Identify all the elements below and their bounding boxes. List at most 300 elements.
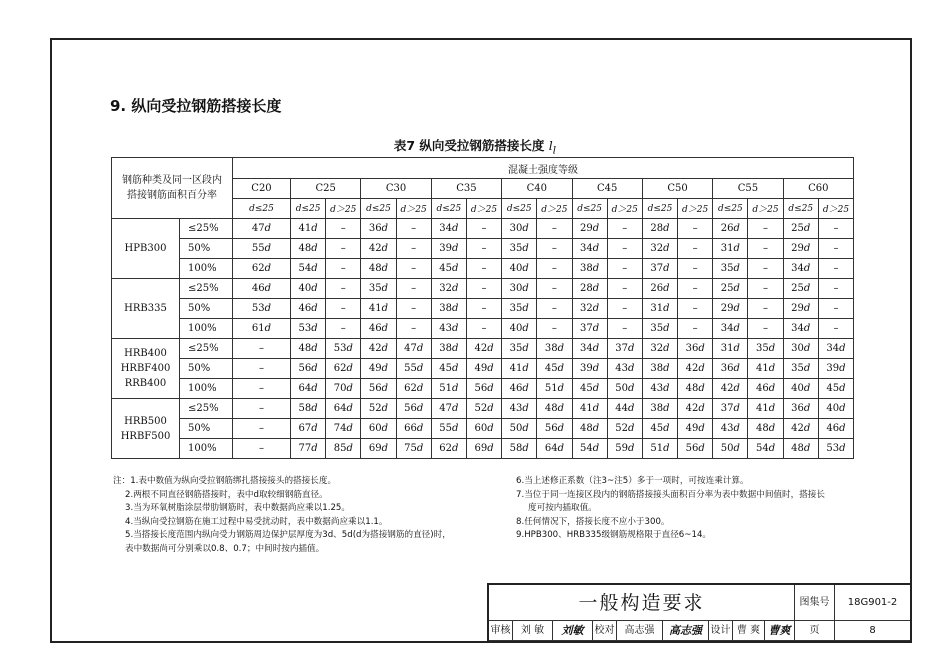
lap-length-value: 34 <box>791 323 804 334</box>
lap-length-cell <box>431 279 466 299</box>
lap-length-value: 40 <box>791 383 804 394</box>
lap-length-cell <box>713 359 748 379</box>
lap-length-cell: – <box>678 279 713 299</box>
lap-length-cell <box>326 359 361 379</box>
table-title <box>0 136 950 157</box>
lap-length-unit: d <box>416 443 424 454</box>
lap-length-cell: – <box>466 259 501 279</box>
lap-length-cell <box>233 239 291 259</box>
lap-length-value: 52 <box>368 403 382 414</box>
lap-length-unit: d <box>663 323 670 334</box>
diameter-le-header: d≤25 <box>502 199 537 219</box>
lap-length-cell <box>502 359 537 379</box>
lap-length-value: 51 <box>544 383 558 394</box>
lap-length-cell <box>748 399 783 419</box>
lap-length-cell <box>396 359 431 379</box>
lap-length-value: 35 <box>791 363 804 374</box>
lap-length-unit: d <box>663 303 670 314</box>
lap-length-unit: d <box>768 403 776 414</box>
lap-length-unit: d <box>592 443 600 454</box>
rebar-type-cell <box>112 219 180 279</box>
table-title-symbol: $l_l$ <box>548 138 557 157</box>
lap-length-value: 40 <box>298 283 312 294</box>
lap-length-cell <box>713 439 748 459</box>
lap-length-unit: d <box>803 283 811 294</box>
lap-length-cell <box>396 399 431 419</box>
atlas-number-label: 图集号 <box>795 585 835 621</box>
rebar-type-label: HPB300 <box>124 243 167 254</box>
lap-length-cell: – <box>396 219 431 239</box>
lap-length-value: 38 <box>439 303 452 314</box>
rebar-type-label: HRBF500 <box>120 430 171 442</box>
diameter-gt-header: d＞25 <box>748 199 783 219</box>
lap-length-unit: d <box>557 343 564 354</box>
area-percent-cell: 50% <box>180 239 233 259</box>
lap-length-unit: d <box>264 263 272 274</box>
atlas-number: 18G901-2 <box>835 585 910 621</box>
lap-length-value: 48 <box>298 243 312 254</box>
lap-length-value: 56 <box>368 383 382 394</box>
lap-length-cell <box>431 339 466 359</box>
lap-length-cell: – <box>233 419 291 439</box>
lap-length-value: 67 <box>298 423 312 434</box>
lap-length-value: 48 <box>685 383 699 394</box>
lap-length-value: 46 <box>368 323 382 334</box>
lap-length-value: 45 <box>650 423 664 434</box>
table-row <box>112 399 854 419</box>
lap-length-unit: d <box>663 443 670 454</box>
lap-length-cell <box>748 359 783 379</box>
lap-length-cell: – <box>396 299 431 319</box>
lap-length-value: 42 <box>368 343 382 354</box>
rebar-type-cell <box>112 399 180 459</box>
corner-header: 钢筋种类及同一区段内搭接钢筋面积百分率 <box>112 158 233 219</box>
lap-length-cell <box>818 399 853 419</box>
lap-length-unit: d <box>452 383 459 394</box>
lap-length-cell <box>291 219 326 239</box>
lap-length-unit: d <box>487 403 494 414</box>
lap-length-value: 25 <box>791 223 804 234</box>
lap-length-value: 66 <box>404 423 417 434</box>
lap-length-cell <box>361 239 396 259</box>
lap-length-cell <box>642 379 677 399</box>
lap-length-cell: – <box>607 299 642 319</box>
lap-length-unit: d <box>381 243 389 254</box>
lap-length-unit: d <box>487 363 494 374</box>
lap-length-cell <box>678 439 713 459</box>
lap-length-value: 45 <box>439 263 452 274</box>
lap-length-cell: – <box>607 279 642 299</box>
area-percent-cell: ≤25% <box>180 339 233 359</box>
lap-length-cell <box>713 419 748 439</box>
lap-length-cell <box>713 279 748 299</box>
lap-length-value: 42 <box>474 343 488 354</box>
lap-length-value: 52 <box>474 403 488 414</box>
grade-header: C55 <box>713 179 783 199</box>
lap-length-cell: – <box>537 239 572 259</box>
lap-length-cell <box>361 219 396 239</box>
lap-length-cell <box>642 339 677 359</box>
lap-length-cell <box>783 239 818 259</box>
lap-length-cell <box>502 319 537 339</box>
lap-length-cell <box>502 399 537 419</box>
reviewer-name: 刘 敏 <box>513 621 553 641</box>
lap-length-value: 48 <box>755 423 769 434</box>
table-row <box>112 419 854 439</box>
lap-length-unit: d <box>264 323 272 334</box>
lap-length-cell <box>678 359 713 379</box>
lap-length-unit: d <box>452 403 459 414</box>
lap-length-value: 47 <box>404 343 417 354</box>
lap-length-unit: d <box>381 303 389 314</box>
lap-length-unit: d <box>557 383 564 394</box>
lap-length-cell <box>502 219 537 239</box>
lap-length-value: 49 <box>685 423 699 434</box>
lap-length-unit: d <box>627 443 635 454</box>
lap-length-value: 40 <box>509 323 523 334</box>
lap-length-cell <box>607 379 642 399</box>
lap-length-cell <box>502 419 537 439</box>
lap-length-cell <box>361 439 396 459</box>
lap-length-value: 53 <box>251 303 265 314</box>
lap-length-cell <box>502 239 537 259</box>
lap-length-value: 35 <box>755 343 769 354</box>
lap-length-cell <box>326 379 361 399</box>
lap-length-unit: d <box>522 243 529 254</box>
lap-length-cell <box>502 379 537 399</box>
lap-length-cell <box>361 379 396 399</box>
lap-length-value: 36 <box>720 363 734 374</box>
lap-length-value: 28 <box>650 223 664 234</box>
diameter-le-header: d≤25 <box>713 199 748 219</box>
lap-length-value: 47 <box>439 403 452 414</box>
title-block <box>487 583 910 641</box>
diameter-le-header: d≤25 <box>233 199 291 219</box>
lap-length-value: 62 <box>439 443 452 454</box>
diameter-le-header: d≤25 <box>572 199 607 219</box>
lap-length-value: 62 <box>251 263 265 274</box>
lap-length-unit: d <box>733 363 740 374</box>
lap-length-cell <box>431 419 466 439</box>
lap-length-cell <box>396 439 431 459</box>
area-percent-cell: 100% <box>180 379 233 399</box>
lap-length-unit: d <box>592 223 600 234</box>
lap-length-unit: d <box>803 363 811 374</box>
check-label: 校对 <box>593 621 617 641</box>
lap-length-cell <box>783 439 818 459</box>
lap-length-cell <box>783 319 818 339</box>
lap-length-cell: – <box>537 259 572 279</box>
lap-length-cell <box>783 359 818 379</box>
lap-length-value: 39 <box>580 363 593 374</box>
lap-length-unit: d <box>663 223 670 234</box>
lap-length-cell <box>678 379 713 399</box>
lap-length-cell <box>466 439 501 459</box>
lap-length-cell <box>361 279 396 299</box>
lap-length-unit: d <box>839 403 846 414</box>
lap-length-cell <box>642 359 677 379</box>
table-row <box>112 239 854 259</box>
lap-length-cell <box>233 279 291 299</box>
lap-length-unit: d <box>733 323 740 334</box>
lap-length-cell: – <box>748 319 783 339</box>
lap-length-value: 35 <box>509 343 523 354</box>
lap-length-unit: d <box>522 363 529 374</box>
lap-length-unit: d <box>733 343 740 354</box>
lap-length-cell <box>572 239 607 259</box>
lap-length-unit: d <box>592 403 600 414</box>
lap-length-value: 48 <box>791 443 804 454</box>
lap-length-value: 36 <box>685 343 699 354</box>
lap-length-value: 46 <box>755 383 769 394</box>
notes-right <box>516 475 825 543</box>
lap-length-cell <box>291 359 326 379</box>
lap-length-cell <box>748 339 783 359</box>
design-label: 设计 <box>709 621 733 641</box>
table-row <box>112 279 854 299</box>
lap-length-unit: d <box>487 423 494 434</box>
lap-length-unit: d <box>663 363 670 374</box>
page-label: 页 <box>795 621 835 641</box>
lap-length-cell: – <box>396 319 431 339</box>
lap-length-value: 70 <box>333 383 347 394</box>
table-row <box>112 319 854 339</box>
grade-header: C35 <box>431 179 501 199</box>
grade-header: C50 <box>642 179 712 199</box>
lap-length-unit: d <box>557 443 564 454</box>
lap-length-cell <box>818 439 853 459</box>
lap-length-value: 42 <box>685 403 699 414</box>
lap-length-unit: d <box>592 243 600 254</box>
lap-length-value: 43 <box>650 383 664 394</box>
note-line: 表中数据尚可分别乘以0.8、0.7；中间时按内插值。 <box>125 543 325 554</box>
lap-length-unit: d <box>803 343 811 354</box>
lap-length-cell <box>431 259 466 279</box>
lap-length-cell: – <box>678 299 713 319</box>
lap-length-cell <box>642 419 677 439</box>
lap-length-cell <box>431 319 466 339</box>
lap-length-cell <box>607 439 642 459</box>
lap-length-cell: – <box>607 319 642 339</box>
lap-length-unit: d <box>416 403 424 414</box>
lap-length-value: 28 <box>580 283 593 294</box>
lap-length-value: 69 <box>368 443 382 454</box>
lap-length-unit: d <box>346 423 353 434</box>
lap-length-unit: d <box>803 423 811 434</box>
lap-length-value: 53 <box>826 443 840 454</box>
lap-length-unit: d <box>381 283 389 294</box>
lap-length-cell <box>466 339 501 359</box>
lap-length-cell <box>431 379 466 399</box>
lap-length-unit: d <box>839 443 846 454</box>
lap-length-value: 35 <box>509 243 523 254</box>
lap-length-cell: – <box>537 299 572 319</box>
lap-length-cell <box>326 339 361 359</box>
lap-length-cell <box>818 419 853 439</box>
checker-name: 高志强 <box>617 621 663 641</box>
grade-header: C60 <box>783 179 853 199</box>
designer-name: 曹 爽 <box>733 621 765 641</box>
lap-length-cell <box>431 359 466 379</box>
lap-length-unit: d <box>698 343 705 354</box>
lap-length-unit: d <box>311 323 318 334</box>
lap-length-value: 55 <box>439 423 452 434</box>
lap-length-unit: d <box>311 283 318 294</box>
lap-length-unit: d <box>487 443 494 454</box>
lap-length-cell <box>607 359 642 379</box>
note-line: 3.当为环氧树脂涂层带肋钢筋时，表中数据尚应乘以1.25。 <box>125 503 350 513</box>
lap-length-value: 56 <box>298 363 312 374</box>
area-percent-cell: 50% <box>180 419 233 439</box>
lap-length-cell <box>572 339 607 359</box>
lap-length-value: 41 <box>368 303 382 314</box>
lap-length-value: 30 <box>509 283 523 294</box>
diameter-gt-header: d＞25 <box>818 199 853 219</box>
lap-length-value: 35 <box>509 303 523 314</box>
lap-length-cell <box>361 419 396 439</box>
lap-length-value: 43 <box>720 423 734 434</box>
lap-length-value: 60 <box>368 423 382 434</box>
lap-length-cell <box>537 379 572 399</box>
lap-length-value: 50 <box>615 383 628 394</box>
lap-length-value: 34 <box>791 263 804 274</box>
lap-length-cell <box>642 439 677 459</box>
lap-length-cell <box>396 379 431 399</box>
lap-length-value: 54 <box>580 443 593 454</box>
lap-length-unit: d <box>452 223 459 234</box>
table-row <box>112 219 854 239</box>
lap-length-cell: – <box>233 399 291 419</box>
note-line: 2.两根不同直径钢筋搭接时，表中d取较细钢筋直径。 <box>125 489 328 500</box>
area-percent-cell: 100% <box>180 439 233 459</box>
lap-length-value: 85 <box>333 443 347 454</box>
lap-length-unit: d <box>663 283 670 294</box>
lap-length-unit: d <box>768 443 776 454</box>
lap-length-cell: – <box>607 219 642 239</box>
lap-length-cell <box>233 299 291 319</box>
lap-length-cell: – <box>233 439 291 459</box>
lap-length-value: 53 <box>333 343 347 354</box>
lap-length-value: 45 <box>826 383 840 394</box>
lap-length-unit: d <box>557 363 564 374</box>
lap-length-unit: d <box>522 223 529 234</box>
lap-length-cell: – <box>537 219 572 239</box>
lap-length-unit: d <box>381 423 389 434</box>
lap-length-cell <box>466 419 501 439</box>
lap-length-value: 34 <box>580 243 593 254</box>
lap-length-unit: d <box>416 363 424 374</box>
lap-length-unit: d <box>264 283 272 294</box>
lap-length-unit: d <box>522 263 529 274</box>
lap-length-cell <box>537 419 572 439</box>
lap-length-table <box>111 157 854 459</box>
lap-length-unit: d <box>311 343 318 354</box>
lap-length-cell <box>291 239 326 259</box>
note-line: 6.当上述修正系数（注3~注5）多于一项时，可按连乘计算。 <box>516 476 749 486</box>
lap-length-cell <box>713 259 748 279</box>
lap-length-value: 34 <box>826 343 840 354</box>
note-line: 5.当搭接长度范围内纵向受力钢筋周边保护层厚度为3d、5d(d为搭接钢筋的直径)时， <box>125 530 451 540</box>
lap-length-value: 54 <box>755 443 769 454</box>
lap-length-cell <box>502 339 537 359</box>
lap-length-cell: – <box>396 239 431 259</box>
lap-length-cell <box>678 339 713 359</box>
lap-length-value: 38 <box>580 263 593 274</box>
lap-length-cell <box>291 319 326 339</box>
section-title: 9. 纵向受拉钢筋搭接长度 <box>110 97 282 115</box>
lap-length-unit: d <box>803 223 811 234</box>
rebar-type-label: HRB335 <box>124 303 167 314</box>
lap-length-value: 30 <box>509 223 523 234</box>
lap-length-cell <box>361 319 396 339</box>
lap-length-unit: d <box>311 443 318 454</box>
lap-length-cell <box>642 319 677 339</box>
lap-length-value: 34 <box>439 223 452 234</box>
lap-length-value: 41 <box>298 223 312 234</box>
lap-length-cell <box>713 399 748 419</box>
lap-length-unit: d <box>264 243 272 254</box>
lap-length-unit: d <box>592 383 600 394</box>
lap-length-cell: – <box>326 219 361 239</box>
lap-length-cell <box>361 299 396 319</box>
table-row <box>112 359 854 379</box>
lap-length-cell <box>713 299 748 319</box>
lap-length-unit: d <box>803 383 811 394</box>
lap-length-unit: d <box>733 303 740 314</box>
note-line: 8.任何情况下，搭接长度不应小于300。 <box>516 516 670 527</box>
lap-length-cell <box>537 399 572 419</box>
area-percent-cell: 100% <box>180 259 233 279</box>
lap-length-cell: – <box>466 219 501 239</box>
lap-length-value: 39 <box>826 363 840 374</box>
table-row <box>112 339 854 359</box>
lap-length-unit: d <box>803 443 811 454</box>
lap-length-cell <box>607 339 642 359</box>
lap-length-value: 53 <box>298 323 312 334</box>
lap-length-value: 55 <box>251 243 265 254</box>
lap-length-unit: d <box>839 423 846 434</box>
lap-length-cell <box>396 339 431 359</box>
lap-length-value: 38 <box>650 363 664 374</box>
lap-length-cell: – <box>818 279 853 299</box>
lap-length-value: 61 <box>251 323 265 334</box>
page-number: 8 <box>835 621 910 641</box>
lap-length-unit: d <box>557 403 564 414</box>
lap-length-value: 64 <box>544 443 558 454</box>
lap-length-unit: d <box>592 263 600 274</box>
lap-length-cell <box>502 439 537 459</box>
lap-length-value: 58 <box>509 443 523 454</box>
lap-length-value: 31 <box>720 343 734 354</box>
lap-length-value: 56 <box>474 383 488 394</box>
lap-length-unit: d <box>522 443 529 454</box>
lap-length-cell <box>783 379 818 399</box>
grade-header: C30 <box>361 179 431 199</box>
lap-length-unit: d <box>452 423 459 434</box>
lap-length-unit: d <box>803 263 811 274</box>
lap-length-cell <box>233 219 291 239</box>
concrete-grade-header: 混凝土强度等级 <box>233 158 854 179</box>
diameter-gt-header: d＞25 <box>326 199 361 219</box>
lap-length-cell <box>642 279 677 299</box>
lap-length-unit: d <box>522 323 529 334</box>
lap-length-unit: d <box>416 383 424 394</box>
lap-length-unit: d <box>452 283 459 294</box>
lap-length-cell <box>326 419 361 439</box>
checker-signature: 高志强 <box>663 621 709 641</box>
lap-length-cell: – <box>326 279 361 299</box>
lap-length-cell <box>783 219 818 239</box>
